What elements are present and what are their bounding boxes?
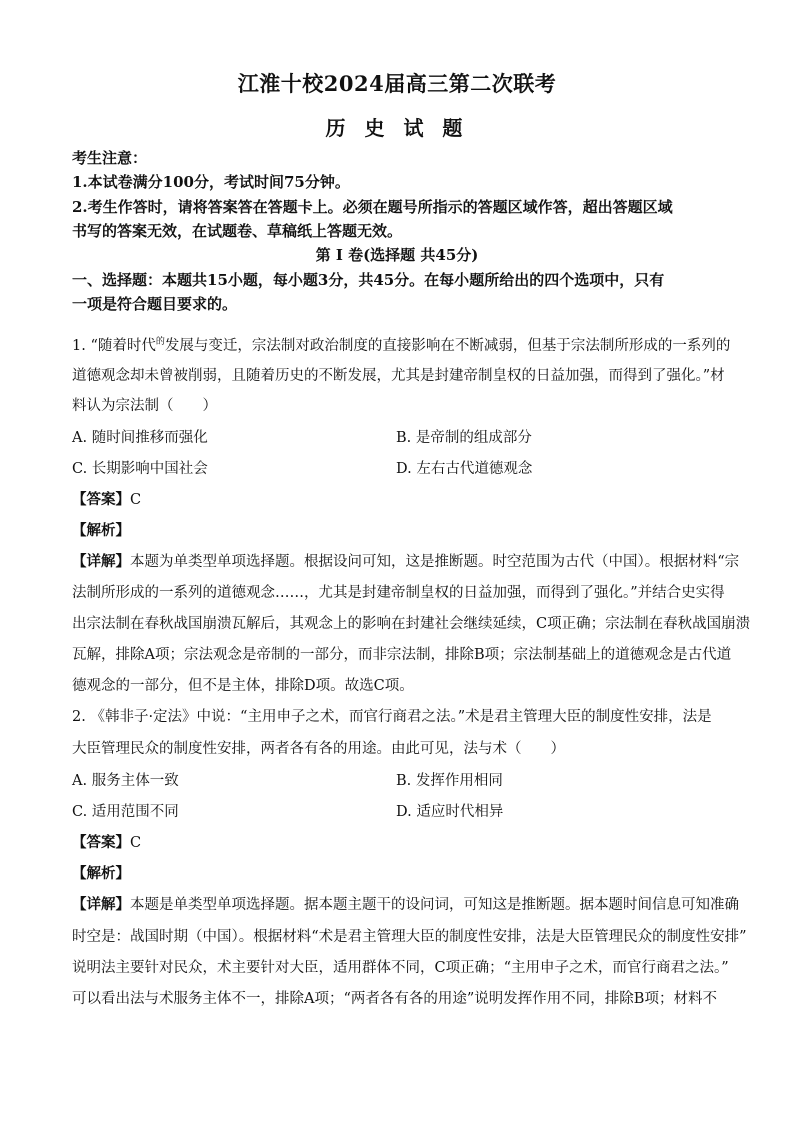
section-intro-line-1: 一、选择题：本题共15小题，每小题3分，共45分。在每小题所给出的四个选项中，只有 bbox=[72, 271, 665, 289]
q1-option-a: A. 随时间推移而强化 bbox=[72, 430, 208, 446]
q1-detail-line-2: 法制所形成的一系列的道德观念……，尤其是封建帝制皇权的日益加强，而得到了强化。”并结合史实得 bbox=[72, 585, 725, 601]
q1-detail-line-4: 瓦解，排除A项；宗法观念是帝制的一部分，而非宗法制，排除B项；宗法制基础上的道德观念是古代道 bbox=[72, 647, 732, 663]
q2-answer bbox=[72, 833, 732, 853]
q1-stem-start: 1. “随着时代 bbox=[72, 338, 156, 354]
q2-option-c: C. 适用范围不同 bbox=[72, 804, 179, 820]
q1-detail-line-3: 出宗法制在春秋战国崩溃瓦解后，其观念上的影响在封建社会继续延续，C项正确；宗法制在春秋战国崩溃 bbox=[72, 616, 751, 632]
q2-answer-label: 【答案】 bbox=[72, 834, 130, 851]
q1-stem-superscript: 的 bbox=[155, 337, 165, 347]
q1-answer-label: 【答案】 bbox=[72, 491, 130, 508]
q2-detail-line-2: 时空是：战国时期（中国）。根据材料“术是君主管理大臣的制度性安排，法是大臣管理民众的制度性安排” bbox=[72, 929, 747, 945]
q1-option-b: B. 是帝制的组成部分 bbox=[396, 430, 532, 446]
notice-heading: 考生注意： bbox=[72, 149, 148, 167]
exam-title: 江淮十校2024届高三第二次联考 bbox=[237, 71, 557, 96]
q2-detail-label: 【详解】 bbox=[72, 896, 130, 913]
section-intro-line-2: 一项是符合题目要求的。 bbox=[72, 295, 238, 313]
q2-stem-line-2: 大臣管理民众的制度性安排，两者各有各的用途。由此可见，法与术（ ） bbox=[72, 741, 565, 757]
q2-stem-line-1: 2. 《韩非子·定法》中说：“主用申子之术，而官行商君之法。”术是君主管理大臣的制度性安排，法是 bbox=[72, 709, 712, 725]
notice-item-2-line-2: 书写的答案无效，在试题卷、草稿纸上答题无效。 bbox=[72, 222, 403, 240]
q1-option-c: C. 长期影响中国社会 bbox=[72, 461, 208, 477]
q1-stem-rest: 发展与变迁，宗法制对政治制度的直接影响在不断减弱，但基于宗法制所形成的一系列的 bbox=[164, 338, 731, 354]
q2-option-d: D. 适应时代相异 bbox=[396, 804, 504, 820]
notice-item-1: 1.本试卷满分100分，考试时间75分钟。 bbox=[72, 173, 350, 191]
q1-detail-line-5: 德观念的一部分，但不是主体，排除D项。故选C项。 bbox=[72, 678, 414, 694]
q2-detail-line-4: 可以看出法与术服务主体不一，排除A项；“两者各有各的用途”说明发挥作用不同，排除B项；材料不 bbox=[72, 991, 717, 1007]
q1-option-d: D. 左右古代道德观念 bbox=[396, 461, 533, 477]
q2-answer-value: C bbox=[130, 835, 142, 851]
section-title: 第 Ⅰ 卷(选择题 共45分) bbox=[315, 246, 479, 264]
q2-option-a: A. 服务主体一致 bbox=[72, 773, 179, 789]
q2-detail-text-1: 本题是单类型单项选择题。据本题主题干的设问词，可知这是推断题。据本题时间信息可知准确 bbox=[130, 897, 739, 913]
q2-detail-line-3: 说明法主要针对民众，术主要针对大臣，适用群体不同，C项正确；“主用申子之术，而官行商君之法。” bbox=[72, 960, 729, 976]
q2-detail-line-1 bbox=[72, 895, 739, 915]
q1-detail-text-1: 本题为单类型单项选择题。根据设问可知，这是推断题。时空范围为古代（中国）。根据材料“宗 bbox=[130, 554, 740, 570]
notice-item-2-line-1: 2.考生作答时，请将答案答在答题卡上。必须在题号所指示的答题区域作答，超出答题区域 bbox=[72, 198, 673, 216]
q1-answer-value: C bbox=[130, 492, 142, 508]
q2-analysis-label: 【解析】 bbox=[72, 865, 130, 882]
q1-stem-line-2: 道德观念却未曾被削弱，且随着历史的不断发展，尤其是封建帝制皇权的日益加强，而得到了强化。”材 bbox=[72, 368, 725, 384]
q1-detail-line-1 bbox=[72, 552, 740, 572]
q2-option-b: B. 发挥作用相同 bbox=[396, 773, 503, 789]
subject-title: 历 史 试 题 bbox=[325, 116, 469, 140]
q1-detail-label: 【详解】 bbox=[72, 553, 130, 570]
q1-stem-line-3: 料认为宗法制（ ） bbox=[72, 398, 217, 414]
q1-answer bbox=[72, 490, 732, 510]
q1-stem-line-1 bbox=[72, 332, 732, 356]
q1-analysis-label: 【解析】 bbox=[72, 522, 130, 539]
